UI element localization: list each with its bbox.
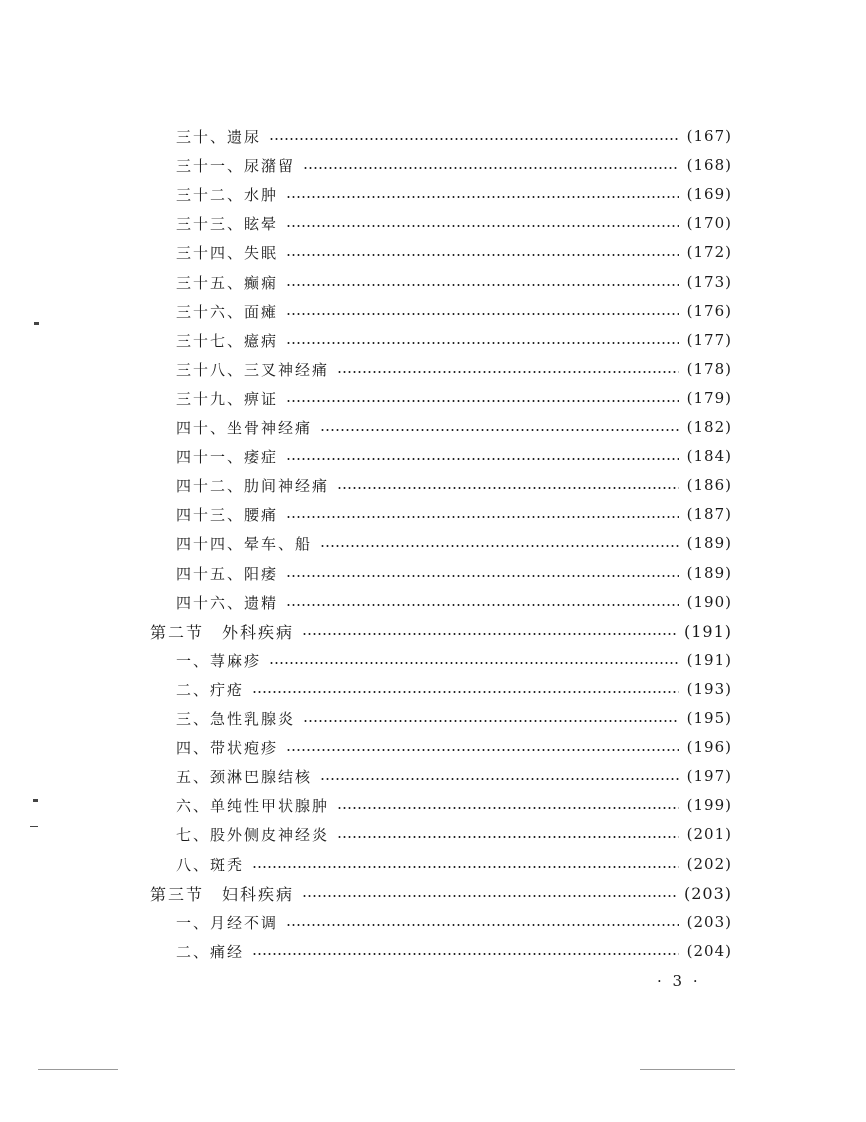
- dot-leader: [337, 371, 679, 373]
- toc-entry-page: (184): [686, 447, 732, 465]
- toc-entry-page: (191): [683, 621, 732, 641]
- toc-entry-page: (196): [686, 738, 732, 756]
- toc-entry-row: [176, 852, 732, 876]
- toc-entry-page: (177): [686, 331, 732, 349]
- toc-entry-row: [176, 706, 732, 730]
- toc-entry-title: 三十九、痹证: [176, 389, 279, 408]
- scan-speck: [640, 1069, 735, 1070]
- toc-entry-page: (167): [686, 127, 732, 145]
- scan-speck: [34, 322, 39, 325]
- dot-leader: [286, 749, 679, 751]
- toc-entry-row: [176, 910, 732, 934]
- toc-entry-title: 四十、坐骨神经痛: [176, 418, 313, 437]
- dot-leader: [286, 254, 679, 256]
- toc-entry-title: 一、荨麻疹: [176, 651, 262, 670]
- toc-entry-title: 三、急性乳腺炎: [176, 709, 296, 728]
- dot-leader: [286, 284, 679, 286]
- toc-entry-page: (199): [686, 796, 732, 814]
- dot-leader: [286, 575, 679, 577]
- toc-entry-title: 七、股外侧皮神经炎: [176, 825, 330, 844]
- toc-entry-page: (182): [686, 418, 732, 436]
- toc-entry-title: 二、疔疮: [176, 680, 245, 699]
- toc-entry-title: 第三节 妇科疾病: [150, 884, 295, 904]
- dot-leader: [286, 225, 679, 227]
- toc-entry-row: [176, 124, 732, 148]
- toc-entry-page: (203): [683, 883, 732, 903]
- toc-entry-title: 四十一、痿症: [176, 447, 279, 466]
- toc-entry-page: (176): [686, 302, 732, 320]
- toc-entry-row: [176, 793, 732, 817]
- toc-entry-page: (186): [686, 476, 732, 494]
- toc-entry-title: 三十一、尿潴留: [176, 156, 296, 175]
- dot-leader: [286, 516, 679, 518]
- toc-entry-page: (190): [686, 593, 732, 611]
- toc-entry-row: [176, 328, 732, 352]
- toc-entry-page: (203): [686, 913, 732, 931]
- toc-entry-row: [176, 648, 732, 672]
- toc-entry-page: (168): [686, 156, 732, 174]
- toc-entry-title: 四、带状疱疹: [176, 738, 279, 757]
- scan-speck: [38, 1069, 118, 1070]
- dot-leader: [286, 196, 679, 198]
- dot-leader: [286, 342, 679, 344]
- toc-entry-title: 四十五、阳痿: [176, 564, 279, 583]
- dot-leader: [302, 633, 676, 635]
- toc-entry-page: (202): [686, 855, 732, 873]
- toc-entry-page: (170): [686, 214, 732, 232]
- dot-leader: [337, 836, 679, 838]
- dot-leader: [320, 778, 679, 780]
- toc-entry-title: 六、单纯性甲状腺肿: [176, 796, 330, 815]
- toc-entry-row: [176, 531, 732, 555]
- dot-leader: [320, 545, 679, 547]
- dot-leader: [337, 487, 679, 489]
- toc-entry-page: (195): [686, 709, 732, 727]
- toc-entry-row: [176, 735, 732, 759]
- toc-entry-title: 四十四、晕车、船: [176, 534, 313, 553]
- toc-entry-row: [176, 444, 732, 468]
- toc-entry-title: 二、痛经: [176, 942, 245, 961]
- toc-entry-title: 一、月经不调: [176, 913, 279, 932]
- toc-entry-page: (172): [686, 243, 732, 261]
- toc-entry-title: 三十五、癫痫: [176, 273, 279, 292]
- dot-leader: [286, 313, 679, 315]
- toc-entry-page: (191): [686, 651, 732, 669]
- dot-leader: [252, 953, 679, 955]
- scan-speck: [33, 799, 38, 802]
- dot-leader: [269, 138, 679, 140]
- toc-entry-row: [176, 386, 732, 410]
- toc-entry-row: [176, 270, 732, 294]
- toc-entry-row: [176, 299, 732, 323]
- toc-entry-row: [176, 677, 732, 701]
- dot-leader: [320, 429, 679, 431]
- dot-leader: [337, 807, 679, 809]
- toc-entry-row: [176, 502, 732, 526]
- toc-entry-row: [176, 590, 732, 614]
- toc-entry-title: 三十四、失眠: [176, 243, 279, 262]
- dot-leader: [252, 691, 679, 693]
- toc-entry-title: 四十六、遗精: [176, 593, 279, 612]
- dot-leader: [286, 924, 679, 926]
- toc-entry-title: 三十七、癔病: [176, 331, 279, 350]
- toc-entry-page: (189): [686, 564, 732, 582]
- toc-entry-row: [176, 822, 732, 846]
- toc-entry-page: (173): [686, 273, 732, 291]
- toc-entry-title: 三十、遗尿: [176, 127, 262, 146]
- toc-entry-title: 第二节 外科疾病: [150, 622, 295, 642]
- toc-entry-page: (204): [686, 942, 732, 960]
- toc-entry-title: 四十二、肋间神经痛: [176, 476, 330, 495]
- toc-entry-title: 五、颈淋巴腺结核: [176, 767, 313, 786]
- toc-entry-row: [176, 764, 732, 788]
- toc-entry-row: [176, 561, 732, 585]
- toc-entry-row: [176, 211, 732, 235]
- toc-entry-page: (178): [686, 360, 732, 378]
- toc-entry-title: 三十六、面瘫: [176, 302, 279, 321]
- toc-entry-page: (197): [686, 767, 732, 785]
- toc-entry-page: (201): [686, 825, 732, 843]
- toc-section-row: [150, 619, 732, 643]
- toc-entry-row: [176, 153, 732, 177]
- dot-leader: [269, 662, 679, 664]
- toc-entry-row: [176, 357, 732, 381]
- toc-entry-title: 三十八、三叉神经痛: [176, 360, 330, 379]
- toc-entry-title: 四十三、腰痛: [176, 505, 279, 524]
- dot-leader: [303, 167, 679, 169]
- scan-speck: [30, 826, 38, 827]
- toc-section-row: [150, 881, 732, 905]
- toc-entry-page: (169): [686, 185, 732, 203]
- toc-entry-page: (193): [686, 680, 732, 698]
- dot-leader: [286, 604, 679, 606]
- dot-leader: [252, 866, 679, 868]
- dot-leader: [303, 720, 679, 722]
- toc-entry-row: [176, 240, 732, 264]
- page-number: · 3 ·: [657, 972, 701, 990]
- dot-leader: [286, 458, 679, 460]
- toc-entry-title: 八、斑秃: [176, 855, 245, 874]
- toc-entry-page: (187): [686, 505, 732, 523]
- toc-entry-page: (189): [686, 534, 732, 552]
- toc-entry-title: 三十二、水肿: [176, 185, 279, 204]
- toc-entry-page: (179): [686, 389, 732, 407]
- toc-entry-row: [176, 939, 732, 963]
- toc-entry-row: [176, 415, 732, 439]
- dot-leader: [286, 400, 679, 402]
- toc-entry-row: [176, 182, 732, 206]
- toc-entry-title: 三十三、眩晕: [176, 214, 279, 233]
- dot-leader: [302, 895, 676, 897]
- toc-entry-row: [176, 473, 732, 497]
